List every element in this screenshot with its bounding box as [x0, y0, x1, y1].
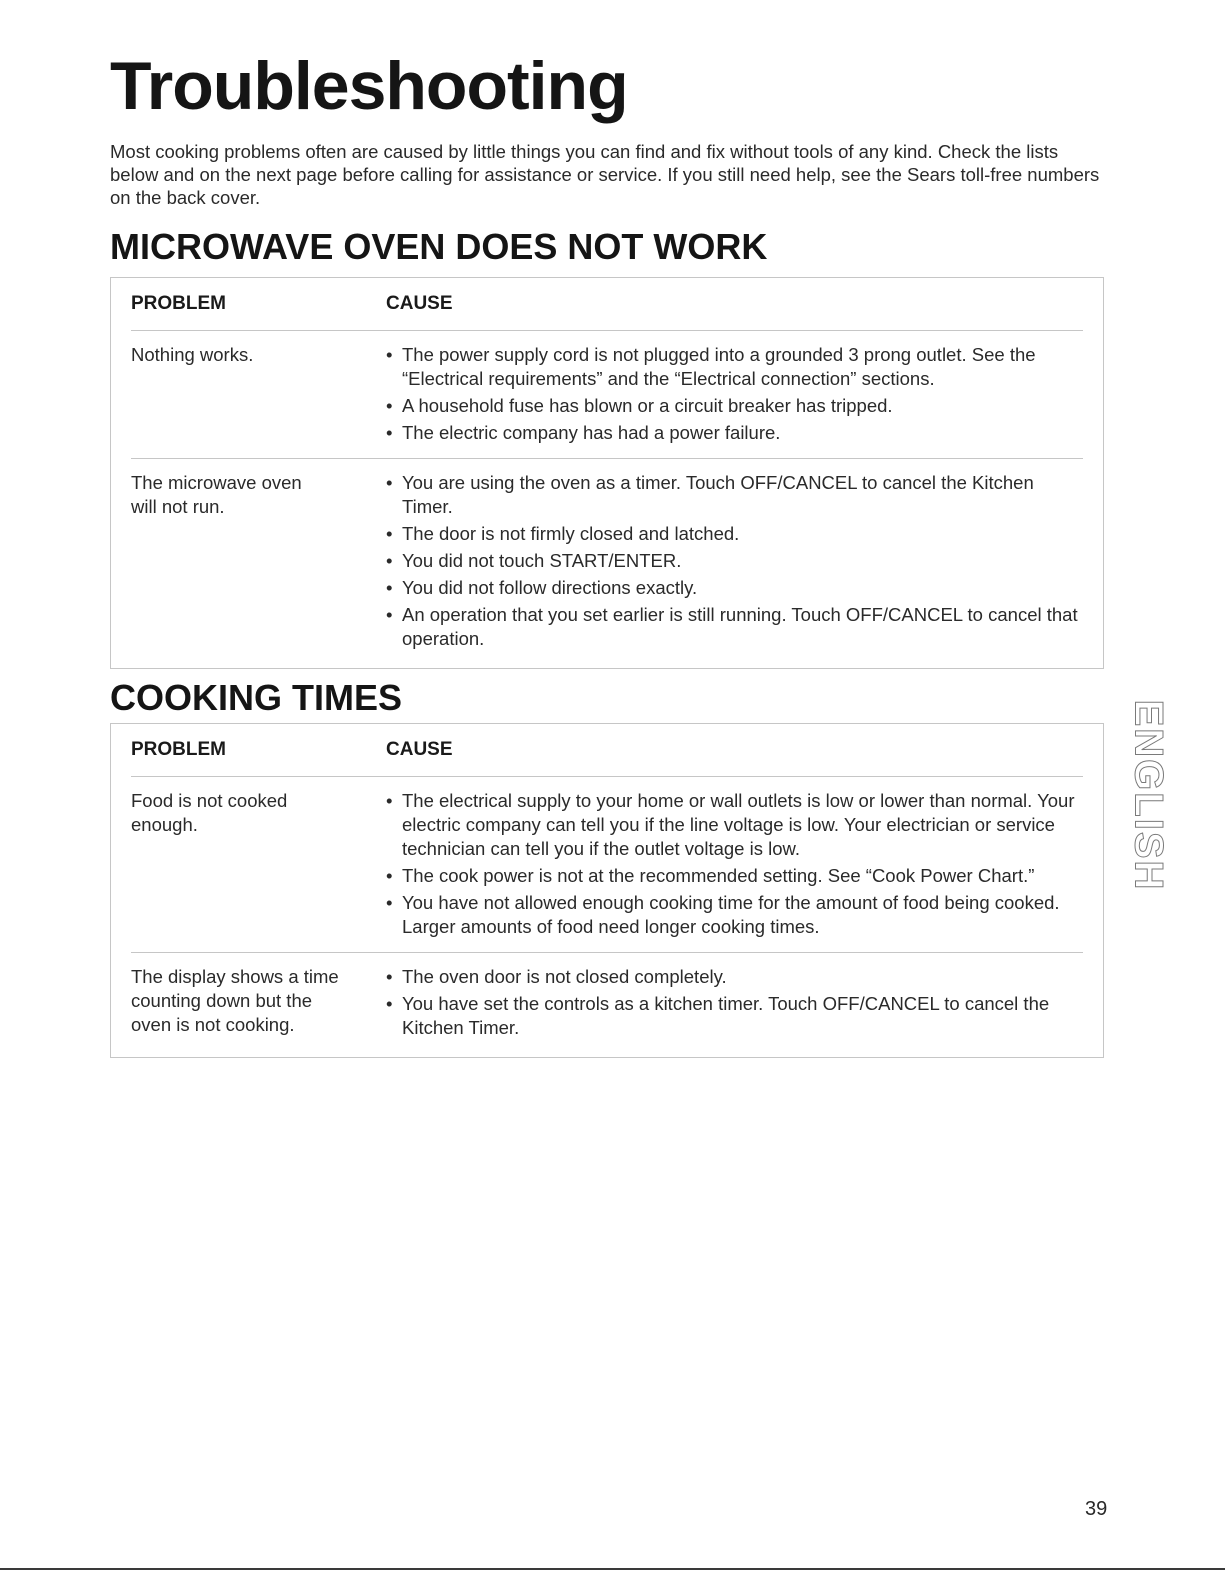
cause-item: • An operation that you set earlier is still running. Touch OFF/CANCEL to cancel that operation. — [386, 603, 1083, 651]
page-title: Troubleshooting — [110, 48, 628, 124]
table-row — [131, 331, 1083, 459]
page-number: 39 — [1085, 1498, 1108, 1520]
bottom-divider — [0, 1568, 1225, 1570]
problem-cell: The microwave oven will not run. — [131, 472, 302, 517]
cause-item: • You did not follow directions exactly. — [386, 576, 1083, 600]
language-side-tab — [1123, 688, 1173, 902]
cause-item: • You have set the controls as a kitchen timer. Touch OFF/CANCEL to cancel the Kitchen Timer. — [386, 992, 1083, 1040]
cause-list — [386, 471, 1083, 651]
cause-list — [386, 343, 1083, 445]
section-heading-microwave-oven-does-not-work: MICROWAVE OVEN DOES NOT WORK — [110, 226, 768, 267]
intro-paragraph: Most cooking problems often are caused by little things you can find and fix without tools of any kind. Check the lists below and on the next page before calling for assistance or service. If you still need help, see the Sears toll-free numbers on the back cover. — [110, 141, 1100, 208]
cause-cell — [386, 471, 1083, 654]
table-header — [131, 724, 1083, 777]
cause-item: • You did not touch START/ENTER. — [386, 549, 1083, 573]
cause-cell — [386, 789, 1083, 942]
cause-item: • The electric company has had a power failure. — [386, 421, 1083, 445]
cause-item: • The oven door is not closed completely. — [386, 965, 1083, 989]
language-side-tab-label: ENGLISH — [1126, 699, 1171, 891]
troubleshooting-table-cooking-times — [110, 723, 1104, 1058]
table-row — [131, 953, 1083, 1057]
cause-item: • The power supply cord is not plugged into a grounded 3 prong outlet. See the “Electrical requirements” and the “Electrical connection” sections. — [386, 343, 1083, 391]
cause-item: • You are using the oven as a timer. Touch OFF/CANCEL to cancel the Kitchen Timer. — [386, 471, 1083, 519]
cause-column-header: CAUSE — [386, 739, 453, 760]
cause-column-header: CAUSE — [386, 293, 453, 314]
problem-cell: Nothing works. — [131, 344, 254, 365]
troubleshooting-table-oven-not-work — [110, 277, 1104, 669]
cause-list — [386, 965, 1083, 1040]
cause-item: • You have not allowed enough cooking time for the amount of food being cooked. Larger amounts of food need longer cooking times. — [386, 891, 1083, 939]
cause-item: • The electrical supply to your home or wall outlets is low or lower than normal. Your electric company can tell you if the line voltage is low. Your electrician or service technician can tell you if the outlet voltage is low. — [386, 789, 1083, 861]
table-header — [131, 278, 1083, 331]
cause-cell — [386, 965, 1083, 1043]
table-row — [131, 777, 1083, 953]
problem-cell: The display shows a time counting down but the oven is not cooking. — [131, 966, 339, 1035]
table-row — [131, 459, 1083, 668]
problem-column-header: PROBLEM — [131, 293, 226, 314]
cause-item: • The door is not firmly closed and latched. — [386, 522, 1083, 546]
problem-column-header: PROBLEM — [131, 739, 226, 760]
cause-item: • A household fuse has blown or a circuit breaker has tripped. — [386, 394, 1083, 418]
section-heading-cooking-times: COOKING TIMES — [110, 677, 403, 718]
cause-item: • The cook power is not at the recommended setting. See “Cook Power Chart.” — [386, 864, 1083, 888]
problem-cell: Food is not cooked enough. — [131, 790, 288, 835]
cause-cell — [386, 343, 1083, 448]
cause-list — [386, 789, 1083, 939]
